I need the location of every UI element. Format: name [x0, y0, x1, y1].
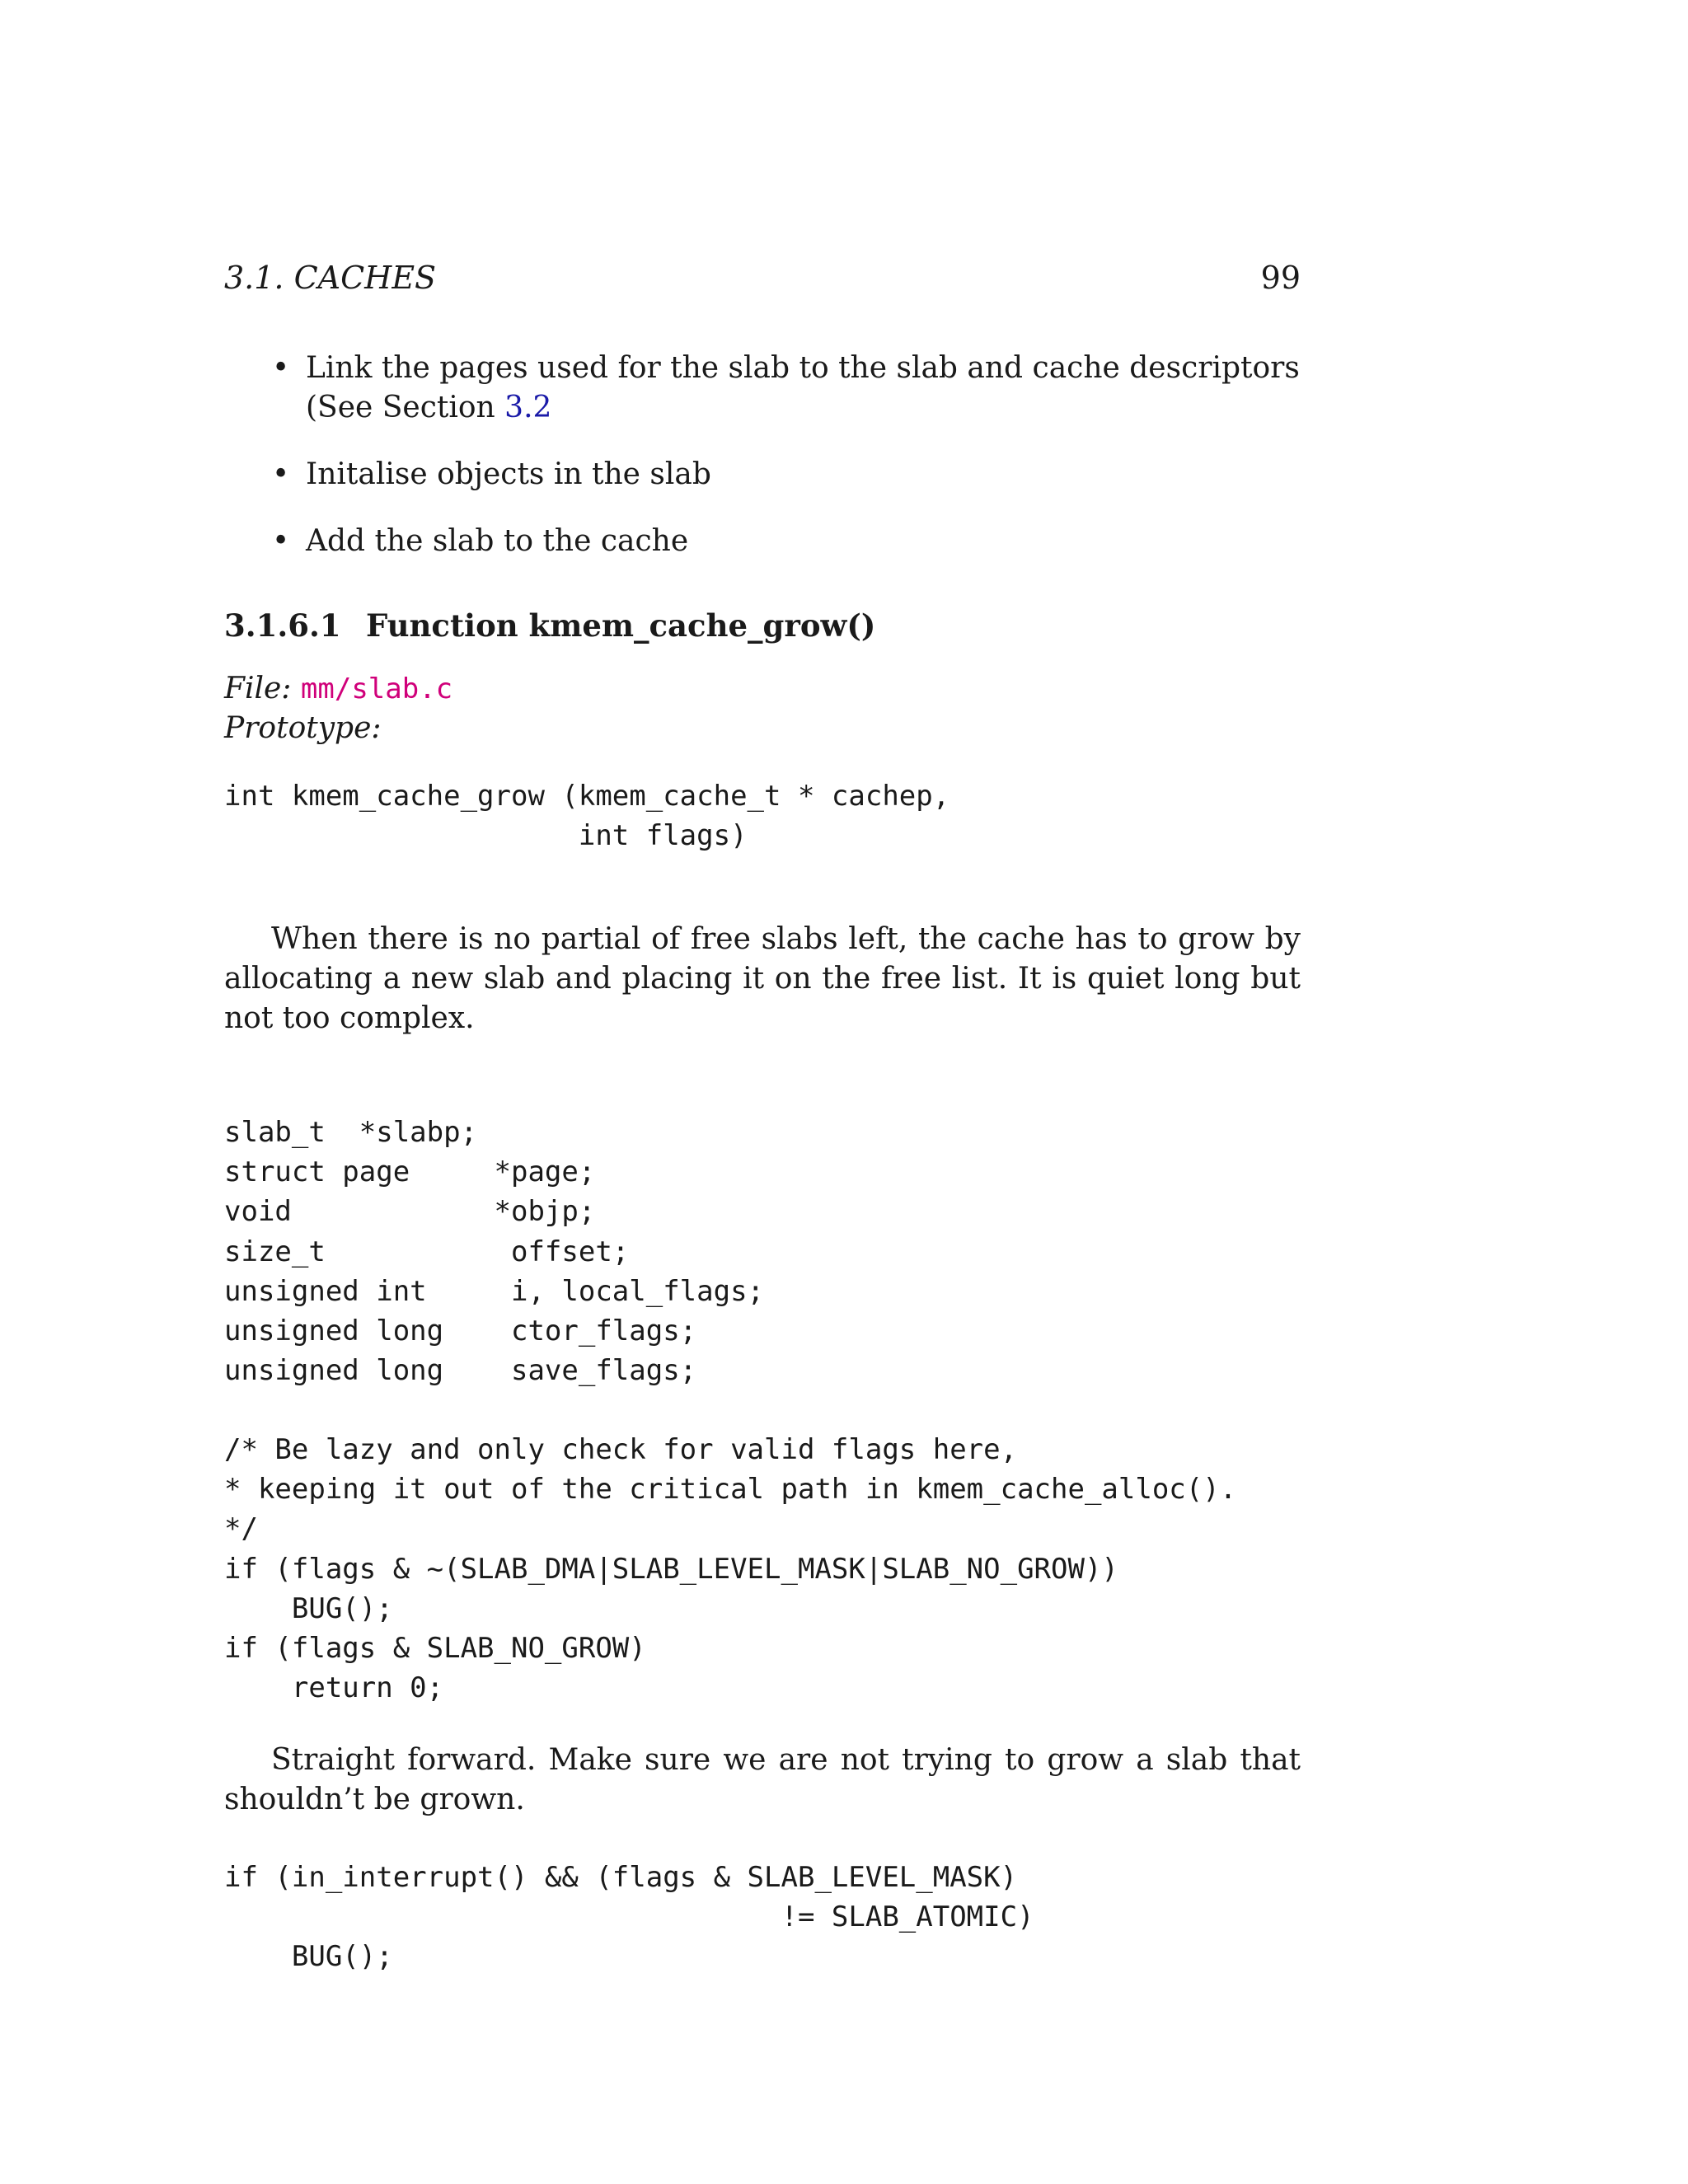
flag-check-code: /* Be lazy and only check for valid flags here, * keeping it out of the critical path in kmem_cache_alloc(). */ if (flags & ~(SLAB_DMA|SLAB_LEVEL_MASK|SLAB_NO_GROW)) BUG(); if (flags & SLAB_NO_GROW) return 0; — [224, 1433, 1237, 1705]
subsection-number: 3.1.6.1 — [224, 607, 341, 644]
interrupt-check-code-block — [224, 1858, 1301, 1977]
flag-check-code-block — [224, 1430, 1301, 1708]
page-number: 99 — [1260, 260, 1301, 296]
list-item — [224, 522, 1301, 561]
bullet-icon: • — [272, 524, 290, 558]
file-label: File: — [224, 672, 292, 705]
running-header — [224, 260, 1301, 296]
bullet-list-block — [224, 349, 1301, 588]
file-info — [224, 669, 1301, 748]
list-item-text: Initalise objects in the slab — [306, 457, 711, 491]
intro-paragraph: When there is no partial of free slabs left, the cache has to grow by allocating a new slab and placing it on the free list. It is quiet long but not too complex. — [224, 922, 1301, 1035]
straight-forward-paragraph-block — [224, 1741, 1301, 1820]
list-item-text: Add the slab to the cache — [306, 524, 689, 558]
intro-paragraph-block — [224, 920, 1301, 1038]
file-path: mm/slab.c — [300, 673, 453, 705]
list-item — [224, 455, 1301, 494]
bullet-icon: • — [272, 351, 290, 385]
declarations-code-block — [224, 1113, 1301, 1390]
declarations-code: slab_t *slabp; struct page *page; void *objp; size_t offset; unsigned int i, local_flags; unsigned long ctor_flags; unsigned long save_flags; — [224, 1116, 765, 1388]
document-page — [224, 0, 1301, 2184]
prototype-label: Prototype: — [224, 711, 382, 745]
subsection-heading — [224, 606, 1301, 645]
interrupt-check-code: if (in_interrupt() && (flags & SLAB_LEVEL_MASK) != SLAB_ATOMIC) BUG(); — [224, 1861, 1034, 1974]
prototype-code-block — [224, 776, 1301, 855]
header-section-title: 3.1. CACHES — [224, 260, 437, 296]
bullet-list — [224, 349, 1301, 561]
straight-forward-paragraph: Straight forward. Make sure we are not trying to grow a slab that shouldn’t be grown. — [224, 1743, 1301, 1816]
subsection-title: Function kmem_cache_grow() — [366, 607, 876, 644]
bullet-icon: • — [272, 457, 290, 491]
list-item — [224, 349, 1301, 428]
section-reference-link[interactable]: 3.2 — [504, 391, 552, 424]
prototype-code: int kmem_cache_grow (kmem_cache_t * cachep, int flags) — [224, 780, 950, 853]
list-item-text: Link the pages used for the slab to the slab and cache descriptors (See Section — [306, 351, 1300, 424]
